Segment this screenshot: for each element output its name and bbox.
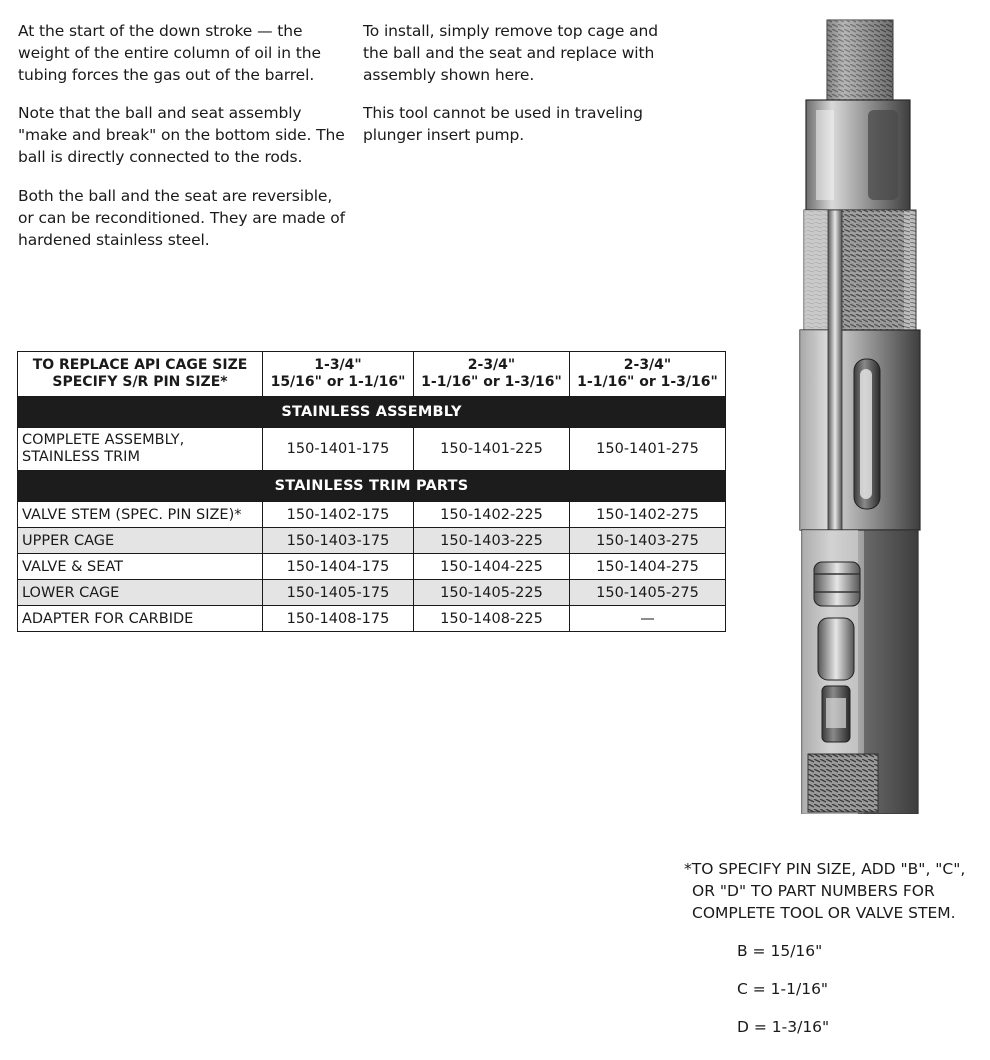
row-label: LOWER CAGE [18, 580, 263, 606]
row-label: VALVE STEM (SPEC. PIN SIZE)* [18, 502, 263, 528]
part-number: 150-1402-225 [414, 502, 570, 528]
table-row [18, 606, 726, 632]
pin-size-d: D = 1-3/16" [737, 1018, 830, 1036]
table-row [18, 580, 726, 606]
valve-assembly-illustration [790, 14, 940, 814]
top-thread-pin [827, 20, 893, 100]
parts-table [17, 351, 726, 632]
intro-paragraph-1: At the start of the down stroke — the weight of the entire column of oil in the tubing forces the gas out of the barrel. [18, 22, 321, 84]
header-col-275: 2-3/4" 1-1/16" or 1-3/16" [570, 352, 726, 397]
row-label: VALVE & SEAT [18, 554, 263, 580]
section-label-parts: STAINLESS TRIM PARTS [18, 471, 726, 502]
ball-and-seat [814, 562, 860, 606]
part-number: 150-1402-175 [263, 502, 414, 528]
part-number: 150-1405-175 [263, 580, 414, 606]
header-col-175: 1-3/4" 15/16" or 1-1/16" [263, 352, 414, 397]
row-label: UPPER CAGE [18, 528, 263, 554]
footnote-line-1: *TO SPECIFY PIN SIZE, ADD "B", "C", [684, 860, 966, 878]
table-row [18, 502, 726, 528]
row-label: ADAPTER FOR CARBIDE [18, 606, 263, 632]
part-number: 150-1401-175 [263, 428, 414, 471]
footnote-line-2: OR "D" TO PART NUMBERS FOR [692, 882, 935, 900]
part-number: 150-1403-175 [263, 528, 414, 554]
table-header-row [18, 352, 726, 397]
row-label: COMPLETE ASSEMBLY, STAINLESS TRIM [18, 428, 263, 471]
part-number: 150-1405-275 [570, 580, 726, 606]
table-row [18, 554, 726, 580]
upper-cage [800, 330, 920, 530]
table-row [18, 428, 726, 471]
intro-paragraph-3: Both the ball and the seat are reversible, or can be reconditioned. They are made of hardened stainless steel. [18, 187, 345, 249]
part-number: 150-1404-275 [570, 554, 726, 580]
limitation-paragraph: This tool cannot be used in traveling plunger insert pump. [363, 104, 643, 144]
part-number: 150-1403-225 [414, 528, 570, 554]
coupling-nut [806, 100, 910, 210]
upper-barrel-body [804, 210, 916, 330]
section-label-assembly: STAINLESS ASSEMBLY [18, 397, 726, 428]
part-number: 150-1405-225 [414, 580, 570, 606]
part-number: 150-1401-275 [570, 428, 726, 471]
install-paragraph: To install, simply remove top cage and the ball and the seat and replace with assembly shown here. [363, 22, 659, 84]
table-row [18, 528, 726, 554]
header-col-225: 2-3/4" 1-1/16" or 1-3/16" [414, 352, 570, 397]
bottom-thread [808, 754, 878, 812]
part-number: 150-1408-175 [263, 606, 414, 632]
pin-size-b: B = 15/16" [737, 942, 823, 960]
section-row-assembly [18, 397, 726, 428]
footnote-line-3: COMPLETE TOOL OR VALVE STEM. [692, 904, 956, 922]
part-number: 150-1401-225 [414, 428, 570, 471]
intro-paragraph-2: Note that the ball and seat assembly "make and break" on the bottom side. The ball is directly connected to the rods. [18, 104, 345, 166]
part-number: 150-1403-275 [570, 528, 726, 554]
part-number: 150-1404-225 [414, 554, 570, 580]
section-row-parts [18, 471, 726, 502]
part-number: 150-1408-225 [414, 606, 570, 632]
part-number: 150-1402-275 [570, 502, 726, 528]
part-number: 150-1404-175 [263, 554, 414, 580]
header-cage-size: TO REPLACE API CAGE SIZE SPECIFY S/R PIN SIZE* [18, 352, 263, 397]
part-number: — [570, 606, 726, 632]
pin-size-c: C = 1-1/16" [737, 980, 829, 998]
